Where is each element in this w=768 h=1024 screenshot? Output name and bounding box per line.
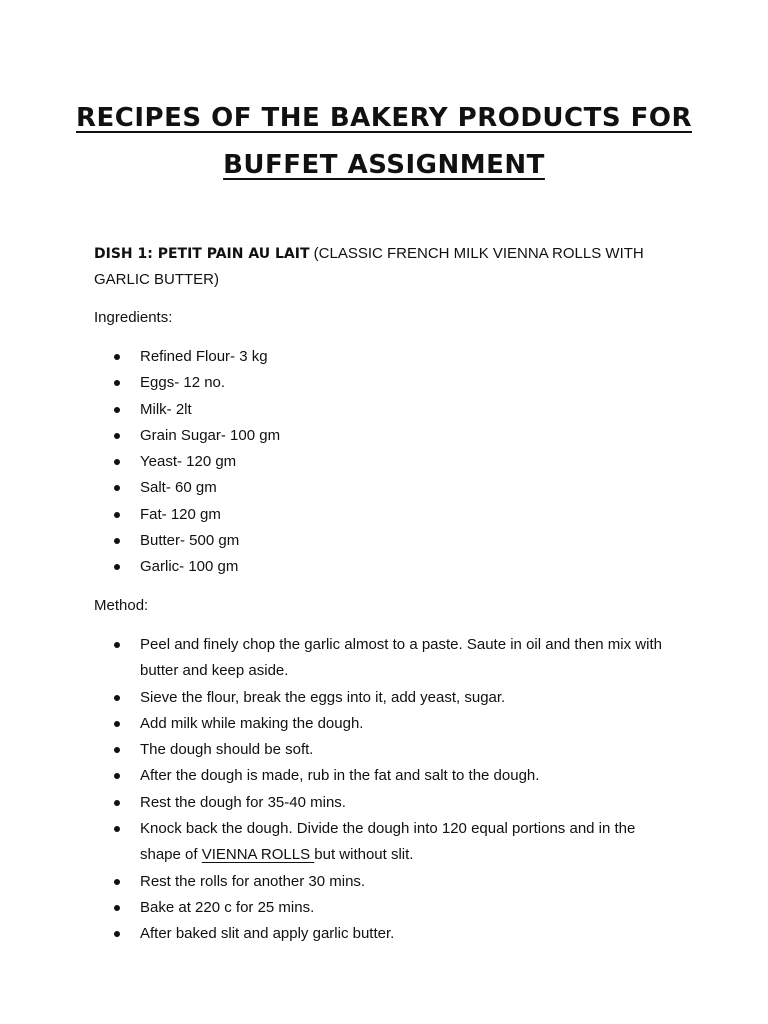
list-item: Garlic- 100 gm [114, 554, 674, 580]
list-item: Fat- 120 gm [114, 502, 674, 528]
title-line-1-text: RECIPES OF THE BAKERY PRODUCTS FOR [75, 103, 693, 133]
dish-label: DISH 1: PETIT PAIN AU LAIT [94, 246, 310, 262]
method-list [114, 632, 674, 948]
list-item [114, 816, 674, 869]
list-item: Peel and finely chop the garlic almost to a paste. Saute in oil and then mix with butter and keep aside. [114, 632, 674, 685]
list-item: Rest the rolls for another 30 mins. [114, 869, 674, 895]
title-line-2-text: BUFFET ASSIGNMENT [223, 150, 545, 180]
list-item: Add milk while making the dough. [114, 711, 674, 737]
list-item: Salt- 60 gm [114, 475, 674, 501]
title-line-2 [60, 142, 708, 188]
ingredients-list [114, 344, 674, 581]
dish-description: (CLASSIC FRENCH MILK VIENNA ROLLS WITH GARLIC BUTTER) [94, 245, 644, 288]
method-label: Method: [94, 597, 149, 614]
list-item: Sieve the flour, break the eggs into it, add yeast, sugar. [114, 685, 674, 711]
list-item: Yeast- 120 gm [114, 449, 674, 475]
list-item: After baked slit and apply garlic butter. [114, 921, 674, 947]
title-line-1 [60, 95, 708, 141]
list-item: The dough should be soft. [114, 737, 674, 763]
list-item: Grain Sugar- 100 gm [114, 423, 674, 449]
ingredients-label: Ingredients: [94, 309, 173, 326]
list-item: Refined Flour- 3 kg [114, 344, 674, 370]
list-item: Rest the dough for 35-40 mins. [114, 790, 674, 816]
list-item: After the dough is made, rub in the fat and salt to the dough. [114, 763, 674, 789]
list-item: Eggs- 12 no. [114, 370, 674, 396]
method-step-text: but without slit. [314, 846, 414, 864]
list-item: Bake at 220 c for 25 mins. [114, 895, 674, 921]
list-item: Butter- 500 gm [114, 528, 674, 554]
method-step-text: Knock back the dough. Divide the dough into 120 equal portions and in the shape of [140, 820, 636, 864]
vienna-rolls-underlined: VIENNA ROLLS [201, 846, 315, 864]
dish-heading [94, 241, 674, 293]
list-item: Milk- 2lt [114, 397, 674, 423]
